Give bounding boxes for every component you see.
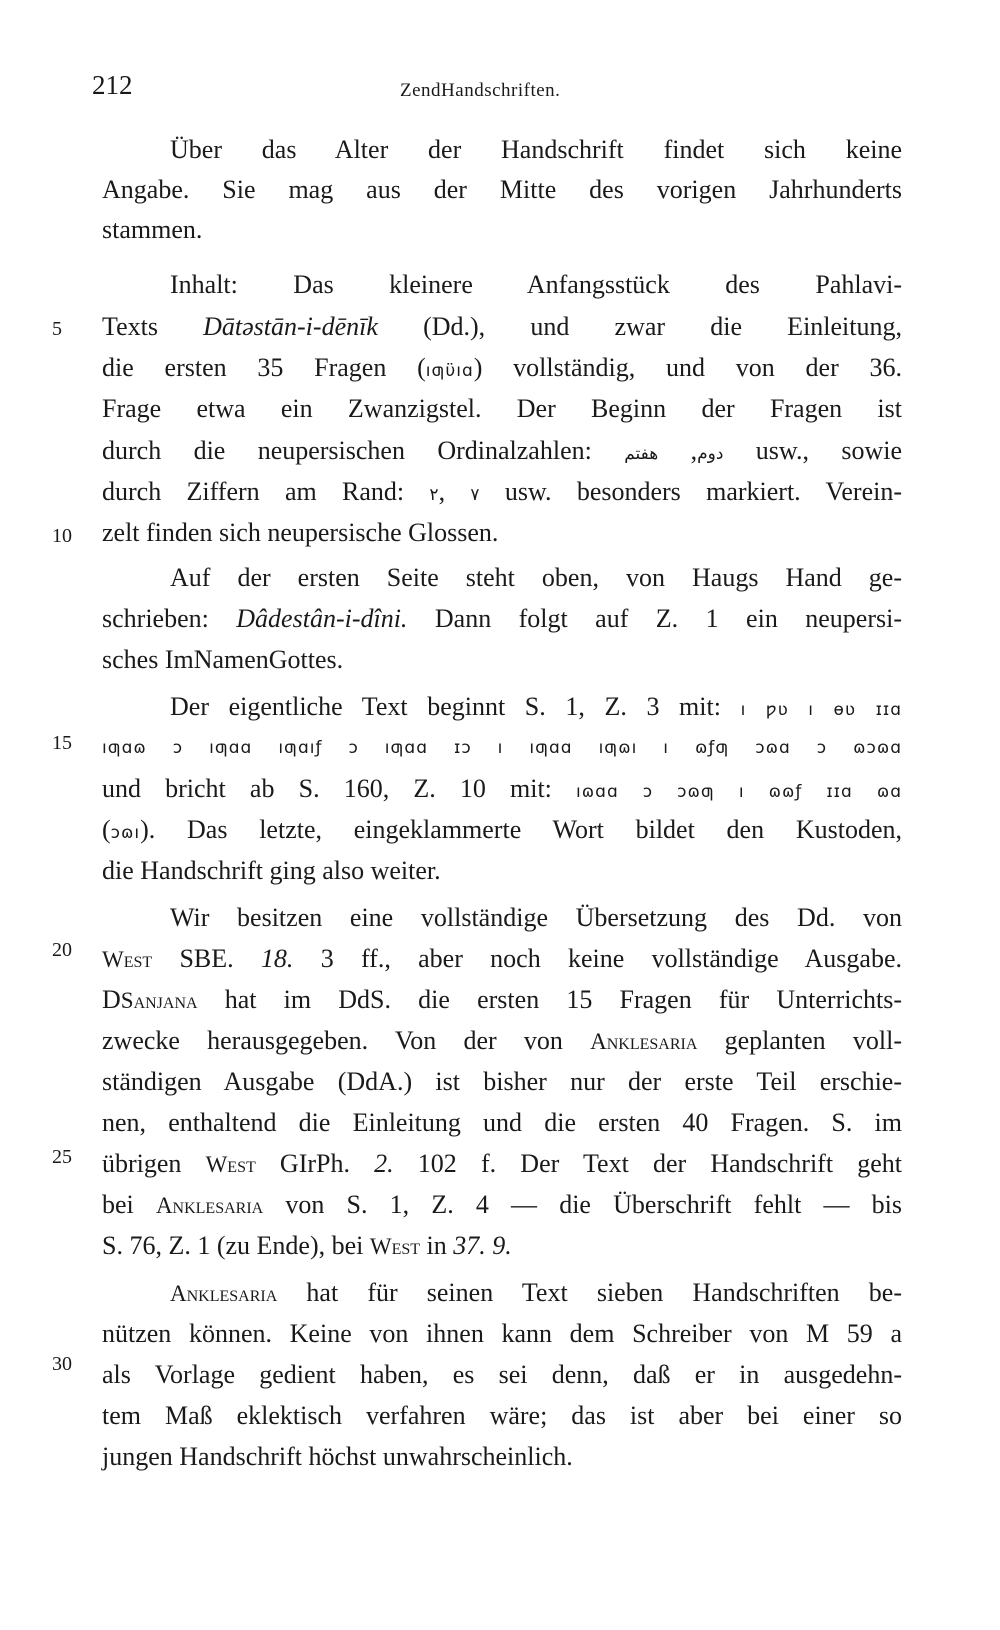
pahlavi-script: ı ƿʋ ı ɵʋ ɪɪɑ <box>740 700 902 720</box>
page-number: 212 <box>92 70 133 100</box>
text-line: Anklesaria hat für seinen Text sieben Handschriften be- <box>170 1278 902 1307</box>
persian-numeral: ۷ <box>470 485 480 505</box>
pahlavi-script: ɔɷı <box>110 823 141 843</box>
text-line: zelt finden sich neupersische Glossen. <box>102 518 499 547</box>
text-line: (ɔɷı). Das letzte, eingeklammerte Wort bildet den Kustoden, <box>102 815 902 844</box>
persian-word: دوم <box>697 444 724 464</box>
text-line: Auf der ersten Seite steht oben, von Haugs Hand ge- <box>170 563 902 592</box>
text-line: Der eigentliche Text beginnt S. 1, Z. 3 mit: ı ƿʋ ı ɵʋ ɪɪɑ <box>170 692 902 721</box>
text-line: Über das Alter der Handschrift findet sich keine <box>170 135 902 164</box>
text-line: nützen können. Keine von ihnen kann dem Schreiber von M 59 a <box>102 1319 902 1348</box>
text-line: als Vorlage gedient haben, es sei denn, daß er in ausgedehn- <box>102 1360 902 1389</box>
text-line: durch die neupersischen Ordinalzahlen: دوم, هفتم usw., sowie <box>102 436 903 465</box>
pahlavi-script: ıɷɑɑ ɔ ɔɷƣ ı ɷɷƒ ɪɪɑ ɷɑ <box>576 782 903 802</box>
line-number: 15 <box>52 732 72 754</box>
text-line: Frage etwa ein Zwanzigstel. Der Beginn der Fragen ist <box>102 394 902 423</box>
text-line: stammen. <box>102 215 203 244</box>
persian-word: هفتم <box>624 444 659 464</box>
text-line: zwecke herausgegeben. Von der von Anklesaria geplanten voll- <box>102 1026 902 1055</box>
text-line: durch Ziffern am Rand: ۲, ۷ usw. besonders markiert. Verein- <box>102 477 903 506</box>
text-line: sches ImNamenGottes. <box>102 645 344 674</box>
text-line: Texts Dātəstān-i-dēnīk (Dd.), und zwar die Einleitung, <box>102 312 902 341</box>
text-line: Inhalt: Das kleinere Anfangsstück des Pahlavi- <box>170 270 902 299</box>
text-line: schrieben: Dâdestân-i-dîni. Dann folgt auf Z. 1 ein neupersi- <box>102 604 902 633</box>
persian-numeral: ۲ <box>429 485 439 505</box>
line-number: 10 <box>52 525 72 547</box>
text-line: bei Anklesaria von S. 1, Z. 4 — die Überschrift fehlt — bis <box>102 1190 902 1219</box>
line-number: 30 <box>52 1353 72 1375</box>
line-number: 25 <box>52 1146 72 1168</box>
text-line: jungen Handschrift höchst unwahrscheinlich. <box>102 1442 573 1471</box>
text-line: tem Maß eklektisch verfahren wäre; das ist aber bei einer so <box>102 1401 902 1430</box>
text-line: S. 76, Z. 1 (zu Ende), bei West in 37. 9. <box>102 1231 512 1260</box>
line-number: 5 <box>52 318 62 340</box>
text-line: ständigen Ausgabe (DdA.) ist bisher nur der erste Teil erschie- <box>102 1067 902 1096</box>
text-line: nen, enthaltend die Einleitung und die ersten 40 Fragen. S. im <box>102 1108 902 1137</box>
pahlavi-script: ıƣϋıɑ <box>425 361 474 381</box>
text-line: die Handschrift ging also weiter. <box>102 856 441 885</box>
line-number: 20 <box>52 939 72 961</box>
text-line: übrigen West GIrPh. 2. 102 f. Der Text der Handschrift geht <box>102 1149 902 1178</box>
pahlavi-script-line: ıƣɑɷ ɔ ıƣɑɑ ıƣɑıƒ ɔ ıƣɑɑ ɪɔ ı ıƣɑɑ ıƣɷı ı ɷƒƣ ɔɷɑ ɔ ɷɔɷɑ <box>102 738 902 758</box>
running-head: ZendHandschriften. <box>400 80 561 101</box>
text-line: DSanjana hat im DdS. die ersten 15 Fragen für Unterrichts- <box>102 985 902 1014</box>
text-line: Wir besitzen eine vollständige Übersetzung des Dd. von <box>170 903 902 932</box>
text-line: die ersten 35 Fragen (ıƣϋıɑ) vollständig, und von der 36. <box>102 353 902 382</box>
text-line: West SBE. 18. 3 ff., aber noch keine vollständige Ausgabe. <box>102 944 903 973</box>
text-line: und bricht ab S. 160, Z. 10 mit: ıɷɑɑ ɔ ɔɷƣ ı ɷɷƒ ɪɪɑ ɷɑ <box>102 774 903 803</box>
text-line: Angabe. Sie mag aus der Mitte des vorigen Jahrhunderts <box>102 175 902 204</box>
